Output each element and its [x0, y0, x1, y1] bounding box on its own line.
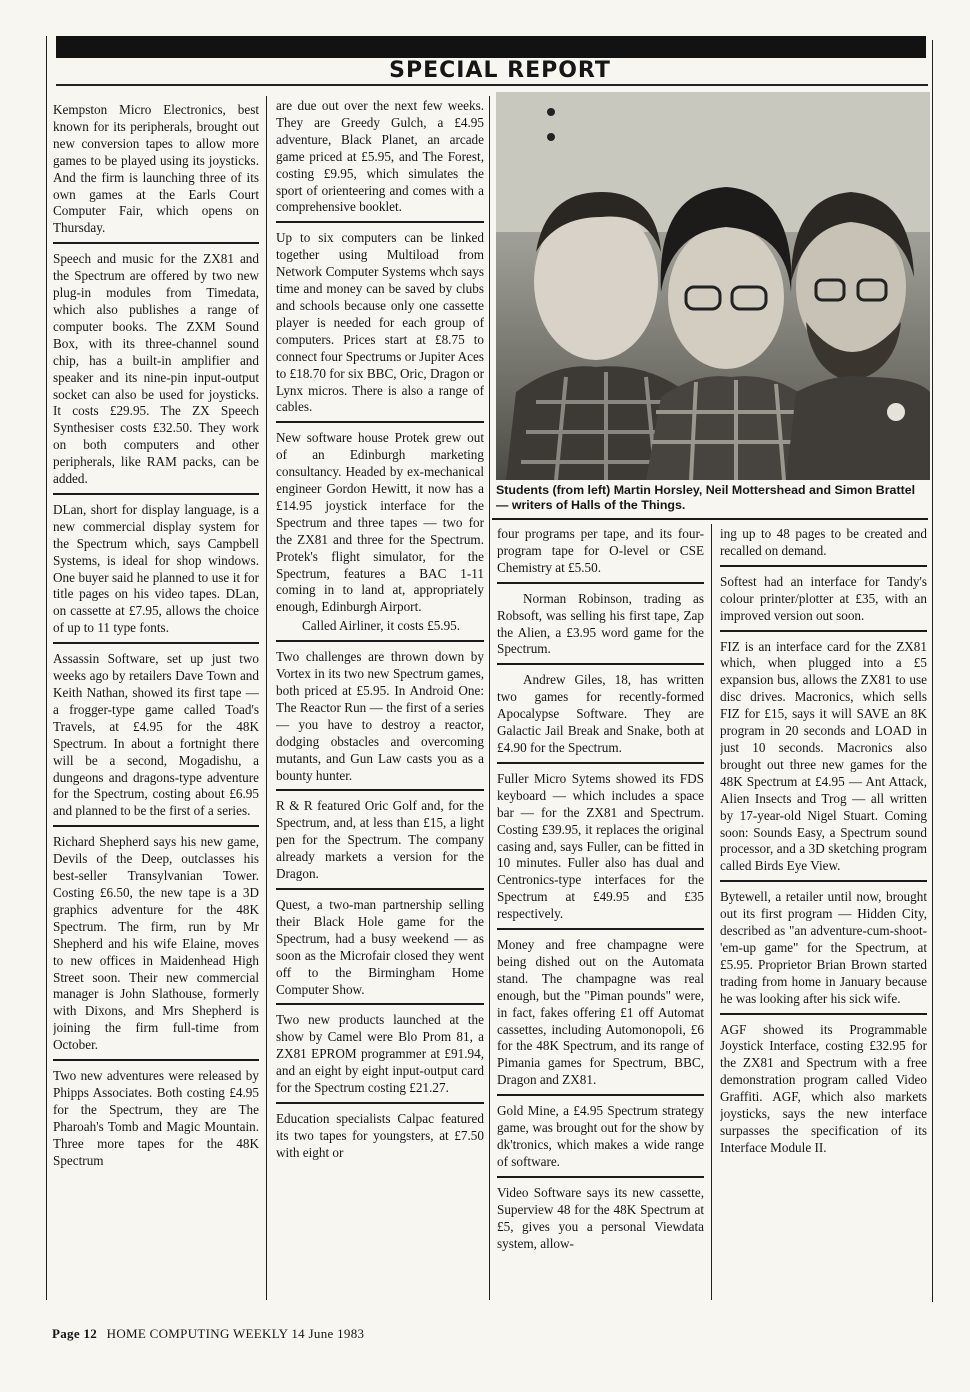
column-4: [720, 524, 927, 1300]
article-multiload: Up to six computers can be linked together using Multiload from Network Computer Systems whch says time and money can be saved by clubs and schools because only one cassette player is needed for each group of computers. Prices start at £8.75 to connect four Spectrums or Jupiter Aces to £18.70 for six BBC, Oric, Dragon or Lynx micros. There is also a range of cables.: [276, 228, 484, 423]
article-protek-airliner: Called Airliner, it costs £5.95.: [276, 616, 484, 642]
publication-line: HOME COMPUTING WEEKLY 14 June 1983: [106, 1326, 365, 1341]
article-calpac: Education specialists Calpac featured its two tapes for youngsters, at £7.50 with eight or: [276, 1110, 484, 1160]
article-fuller: Fuller Micro Sytems showed its FDS keyboard — which includes a space bar — for the ZX81 and Spectrum. Costing £39.95, it replaces the original casing and, says Fuller, can be fitted in 10 minutes. Fuller also has dual and Centronics-type interfaces for the Spectrum at £49.95 and £35 respectively.: [497, 769, 704, 930]
students-photo-illustration: [496, 92, 930, 480]
section-title: SPECIAL REPORT: [389, 58, 611, 83]
page-number: Page 12: [52, 1326, 98, 1341]
article-kempston: Kempston Micro Electronics, best known for its peripherals, brought out new conversion tapes to allow more games to be played using its joysticks. And the firm is launching three of its own games at the Earls Court Computer Fair, which opens on Thursday.: [53, 100, 259, 244]
article-bytewell: Bytewell, a retailer until now, brought out its first program — Hidden City, described as "an adventure-cum-shoot-'em-up game" for the Spectrum, at £5.95. Proprietor Brian Brown started trading from home in January because he was looking after his sick wife.: [720, 887, 927, 1014]
article-r-and-r: R & R featured Oric Golf and, for the Spectrum, and, at less than £15, a light pen for the Spectrum. The company already markets a version for the Dragon.: [276, 796, 484, 890]
title-underline: [56, 84, 928, 86]
header-black-bar: [56, 36, 926, 58]
article-softest: Softest had an interface for Tandy's colour printer/plotter at £35, with an improved version out soon.: [720, 572, 927, 632]
photo-caption: Students (from left) Martin Horsley, Neil Mottershead and Simon Brattel — writers of Halls of the Things.: [496, 483, 916, 512]
column-rule-1: [266, 96, 267, 1300]
article-phipps: Two new adventures were released by Phipps Associates. Both costing £4.95 for the Spectrum, they are The Pharoah's Tomb and Magic Mountain. Three more tapes for the 48K Spectrum: [53, 1068, 259, 1168]
article-automata: Money and free champagne were being dished out on the Automata stand. The champagne was real enough, but the "Piman pounds" were, in fact, fakes offering £1 off Automat cassettes, including Automonopoli, £6 for the 48K Spectrum, and its range of Pimania games for Spectrum, BBC, Dragon and ZX81.: [497, 935, 704, 1096]
students-photo: [496, 92, 930, 480]
article-timedata: Speech and music for the ZX81 and the Spectrum are offered by two new plug-in modules from Timedata, which also publishes a range of computer books. The ZXM Sound Box, with its three-channel sound chip, has a built-in amplifier and speaker and its nine-pin input-output socket can also be used for joysticks. It costs £29.95. The ZX Speech Synthesiser costs £32.50. They work on both computers and other peripherals, like RAM packs, can be added.: [53, 249, 259, 495]
article-calpac-continued: four programs per tape, and its four-program tape for O-level or CSE Chemistry at £5.50.: [497, 524, 704, 584]
article-apocalypse: Andrew Giles, 18, has written two games for recently-formed Apocalypse Software. They are Galactic Jail Break and Snake, both at £4.90 for the Spectrum.: [497, 670, 704, 764]
page-footer: [52, 1326, 364, 1342]
column-rule-2: [489, 96, 490, 1300]
article-robsoft: Norman Robinson, trading as Robsoft, was selling his first tape, Zap the Alien, a £3.95 word game for the Spectrum.: [497, 589, 704, 666]
article-protek: New software house Protek grew out of an Edinburgh marketing consultancy. Headed by ex-mechanical engineer Gordon Hewitt, it now has a £14.95 joystick interface for the Spectrum and three tapes — two for the ZX81 and three for the Spectrum. Protek's flight simulator, for the Spectrum, features a BAC 1-11 coming in to land at, appropriately enough, Edinburgh Airport.: [276, 430, 484, 615]
article-camel: Two new products launched at the show by Camel were Blo Prom 81, a ZX81 EPROM programmer at £91.94, and an eight by eight input-output card for the Spectrum costing £21.27.: [276, 1010, 484, 1104]
article-assassin: Assassin Software, set up just two weeks ago by retailers Dave Town and Keith Nathan, showed its first tape — a frogger-type game called Toad's Travels, at £4.95 for the 48K Spectrum. In about a fortnight there will be a second, Mogadishu, a dungeons and dragons-type adventure for the Spectrum, costing about £6.95 and planned to be the first of a series.: [53, 649, 259, 827]
article-fiz: FIZ is an interface card for the ZX81 which, when plugged into a £5 expansion bus, allows the ZX81 to use disc drives. Macronics, which sells FIZ for £15, says it will SAVE an 8K program in 20 seconds and LOAD in just 10 seconds. Macronics also brought out three new games for the 48K Spectrum at £4.95 — Ant Attack, Alien Insects and Trog — all written by 17-year-old Nigel Stuart. Coming soon: Sounds Easy, a Spectrum sound processor, and a 3D sketching program called Birds Eye View.: [720, 637, 927, 883]
article-phipps-continued: are due out over the next few weeks. They are Greedy Gulch, a £4.95 adventure, Black Planet, an arcade game priced at £5.95, and The Forest, costing £9.95, which simulates the sport of orienteering and comes with a comprehensive booklet.: [276, 96, 484, 223]
article-agf: AGF showed its Programmable Joystick Interface, costing £32.95 for the ZX81 and Spectrum with a free demonstration program called Video Graffiti. AGF, which also markets joysticks, says the new interface surpasses the specification of its Interface Module II.: [720, 1021, 927, 1155]
article-quest: Quest, a two-man partnership selling their Black Hole game for the Spectrum, had a busy weekend — as soon as the Microfair closed they went off to the Birmingham Home Computer Show.: [276, 895, 484, 1005]
column-2: [276, 96, 484, 1300]
article-video-software: Video Software says its new cassette, Superview 48 for the 48K Spectrum at £5, gives you a personal Viewdata system, allow-: [497, 1184, 704, 1251]
article-vortex: Two challenges are thrown down by Vortex in its two new Spectrum games, both priced at £5.95. In Android One: The Reactor Run — the first of a series — you have to destroy a reactor, dodging obstacles and overcoming mutants, and Gun Law casts you as a bounty hunter.: [276, 647, 484, 791]
column-1: [53, 100, 259, 1300]
caption-rule: [492, 518, 928, 520]
article-dlan: DLan, short for display language, is a new commercial display system for the Spectrum which, says Campbell Systems, is ideal for shop windows. One buyer said he planned to use it for title pages on his video tapes. DLan, on cassette at £7.95, allows the choice of up to 11 type fonts.: [53, 500, 259, 644]
article-shepherd: Richard Shepherd says his new game, Devils of the Deep, outclasses his best-seller Transylvanian Tower. Costing £6.50, the new tape is a 3D graphics adventure for the 48K Spectrum. The firm, run by Mr Shepherd and his wife Elaine, moves to new offices in Maidenhead High Street soon. Their new commercial manager is John Slathouse, formerly with Dixons, and Mrs Shepherd is joining the firm full-time from October.: [53, 832, 259, 1061]
article-gold-mine: Gold Mine, a £4.95 Spectrum strategy game, was brought out for the show by dk'tronics, which makes a wide range of software.: [497, 1101, 704, 1178]
article-video-software-continued: ing up to 48 pages to be created and recalled on demand.: [720, 524, 927, 567]
column-rule-3: [711, 524, 712, 1300]
column-3: [497, 524, 704, 1300]
page-left-rule: [46, 36, 47, 1300]
page-right-rule: [932, 40, 933, 1302]
